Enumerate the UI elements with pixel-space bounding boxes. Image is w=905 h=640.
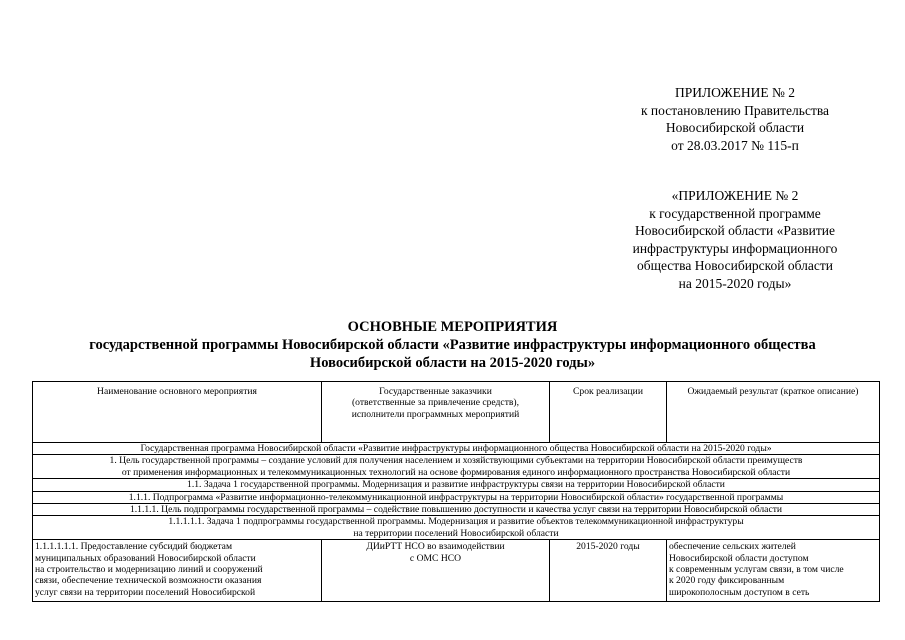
appendix-line: от 28.03.2017 № 115-п [671, 137, 799, 153]
table-span-row: 1.1.1.1.1. Задача 1 подпрограммы государственной программы. Модернизация и развитие объектов телекоммуникационной инфраструктуры на территории поселений Новосибирской области [33, 516, 880, 540]
cell-result: обеспечение сельских жителей Новосибирской области доступом к современным услугам связи, в том числе к 2020 году фиксированным широкополосным доступом в сеть [667, 540, 880, 602]
header-customers: Государственные заказчики (ответственные за привлечение средств), исполнители программных мероприятий [322, 382, 550, 443]
appendix-reference [600, 84, 870, 154]
table-span-row: 1.1.1. Подпрограмма «Развитие информационно-телекоммуникационной инфраструктуры на территории Новосибирской области» государственной программы [33, 491, 880, 503]
table-span-row: 1.1. Задача 1 государственной программы. Модернизация и развитие инфраструктуры связи на территории Новосибирской области [33, 479, 880, 491]
header-measure-name: Наименование основного мероприятия [33, 382, 322, 443]
table-header-row [33, 382, 880, 443]
table-span-row: 1. Цель государственной программы – создание условий для получения населением и хозяйствующими субъектами на территории Новосибирской области преимуществ от применения информационных и телекоммуникационных технологий на основе формирования единого информационного пространства Новосибирской области [33, 455, 880, 479]
title-line-3: Новосибирской области на 2015-2020 годы» [309, 355, 596, 371]
appendix2-line: инфраструктуры информационного [632, 240, 838, 256]
appendix2-line: к государственной программе [649, 205, 821, 221]
document-title [0, 318, 905, 372]
appendix-line: ПРИЛОЖЕНИЕ № 2 [674, 85, 796, 100]
appendix-line: к постановлению Правительства [640, 102, 830, 118]
program-appendix-reference [600, 187, 870, 292]
table-span-row: 1.1.1.1. Цель подпрограммы государственной программы – содействие повышению доступности и качества услуг связи на территории Новосибирской области [33, 504, 880, 516]
appendix2-line: «ПРИЛОЖЕНИЕ № 2 [671, 188, 799, 203]
header-period: Срок реализации [550, 382, 667, 443]
appendix2-line: на 2015-2020 годы» [678, 275, 792, 291]
table-row [33, 540, 880, 602]
appendix2-line: Новосибирской области «Развитие [635, 223, 835, 238]
title-main: ОСНОВНЫЕ МЕРОПРИЯТИЯ [347, 319, 558, 335]
cell-period: 2015-2020 годы [550, 540, 667, 602]
measures-table [32, 381, 880, 602]
cell-customers: ДИиРТТ НСО во взаимодействии с ОМС НСО [322, 540, 550, 602]
table-span-row: Государственная программа Новосибирской области «Развитие инфраструктуры информационного общества Новосибирской области на 2015-2020 годы» [33, 443, 880, 455]
appendix2-line: общества Новосибирской области [636, 258, 834, 273]
header-expected-result: Ожидаемый результат (краткое описание) [667, 382, 880, 443]
appendix-line: Новосибирской области [665, 120, 805, 135]
title-line-2: государственной программы Новосибирской области «Развитие инфраструктуры информационного общества [89, 337, 816, 353]
cell-measure: 1.1.1.1.1.1. Предоставление субсидий бюджетам муниципальных образований Новосибирской области на строительство и модернизацию линий и сооружений связи, обеспечение технической возможности оказания услуг связи на территории поселений Новосибирской [33, 540, 322, 602]
